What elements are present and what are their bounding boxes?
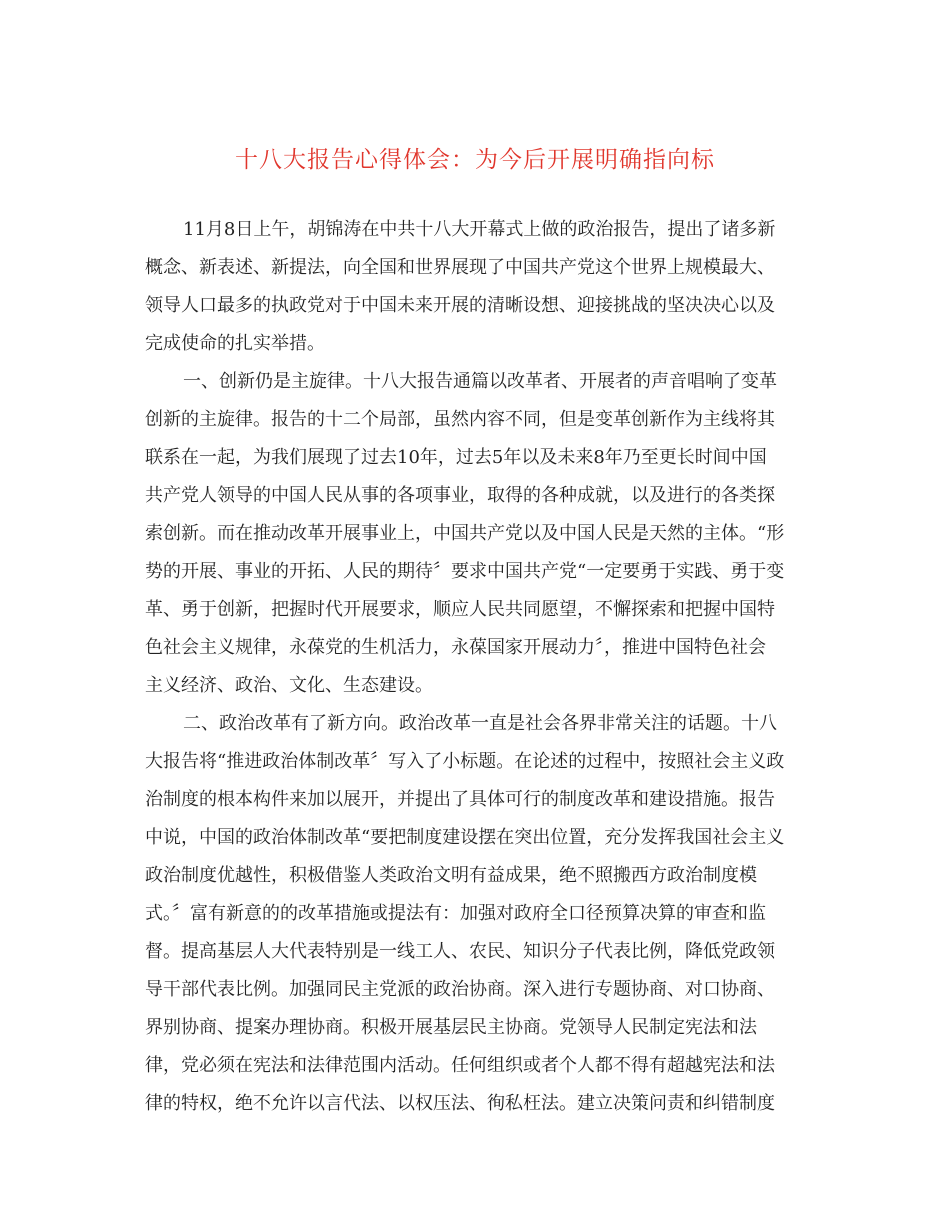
paragraph-line: 大报告将“推进政治体制改革〞写入了小标题。在论述的过程中，按照社会主义政 <box>145 751 785 772</box>
paragraph-line: 势的开展、事业的开拓、人民的期待〞要求中国共产党“一定要勇于实践、勇于变 <box>145 561 785 582</box>
paragraph-line: 中说，中国的政治体制改革“要把制度建设摆在突出位置，充分发挥我国社会主义 <box>145 827 785 848</box>
paragraph-line: 界别协商、提案办理协商。积极开展基层民主协商。党领导人民制定宪法和法 <box>145 1017 757 1038</box>
paragraph-line: 导干部代表比例。加强同民主党派的政治协商。深入进行专题协商、对口协商、 <box>145 979 775 1000</box>
paragraph-line: 革、勇于创新，把握时代开展要求，顺应人民共同愿望，不懈探索和把握中国特 <box>145 599 775 620</box>
paragraph-line: 色社会主义规律，永葆党的生机活力，永葆国家开展动力〞，推进中国特色社会 <box>145 637 766 658</box>
paragraph-line: 索创新。而在推动改革开展事业上，中国共产党以及中国人民是天然的主体。“形 <box>145 523 785 544</box>
paragraph-line: 治制度的根本构件来加以展开，并提出了具体可行的制度改革和建设措施。报告 <box>145 789 775 810</box>
paragraph-line: 律的特权，绝不允许以言代法、以权压法、徇私枉法。建立决策问责和纠错制度 <box>145 1093 775 1114</box>
paragraph-line: 领导人口最多的执政党对于中国未来开展的清晰设想、迎接挑战的坚决决心以及 <box>145 295 775 316</box>
paragraph-line: 主义经济、政治、文化、生态建设。 <box>145 675 433 696</box>
document-title: 十八大报告心得体会：为今后开展明确指向标 <box>235 147 715 173</box>
paragraph-line: 完成使命的扎实举措。 <box>145 333 325 354</box>
paragraph-line: 一、创新仍是主旋律。十八大报告通篇以改革者、开展者的声音唱响了变革 <box>183 371 777 392</box>
paragraph-line: 式。〞富有新意的的改革措施或提法有：加强对政府全口径预算决算的审查和监 <box>145 903 766 924</box>
paragraph-line: 概念、新表述、新提法，向全国和世界展现了中国共产党这个世界上规模最大、 <box>145 257 775 278</box>
paragraph-line: 共产党人领导的中国人民从事的各项事业，取得的各种成就，以及进行的各类探 <box>145 485 775 506</box>
paragraph-line: 二、政治改革有了新方向。政治改革一直是社会各界非常关注的话题。十八 <box>183 713 777 734</box>
paragraph-line: 政治制度优越性，积极借鉴人类政治文明有益成果，绝不照搬西方政治制度模 <box>145 865 757 886</box>
paragraph-line: 11月8日上午，胡锦涛在中共十八大开幕式上做的政治报告，提出了诸多新 <box>183 219 776 240</box>
paragraph-line: 督。提高基层人大代表特别是一线工人、农民、知识分子代表比例，降低党政领 <box>145 941 775 962</box>
paragraph-line: 律，党必须在宪法和法律范围内活动。任何组织或者个人都不得有超越宪法和法 <box>145 1055 775 1076</box>
paragraph-line: 联系在一起，为我们展现了过去10年，过去5年以及未来8年乃至更长时间中国 <box>145 447 767 468</box>
paragraph-line: 创新的主旋律。报告的十二个局部，虽然内容不同，但是变革创新作为主线将其 <box>145 409 775 430</box>
